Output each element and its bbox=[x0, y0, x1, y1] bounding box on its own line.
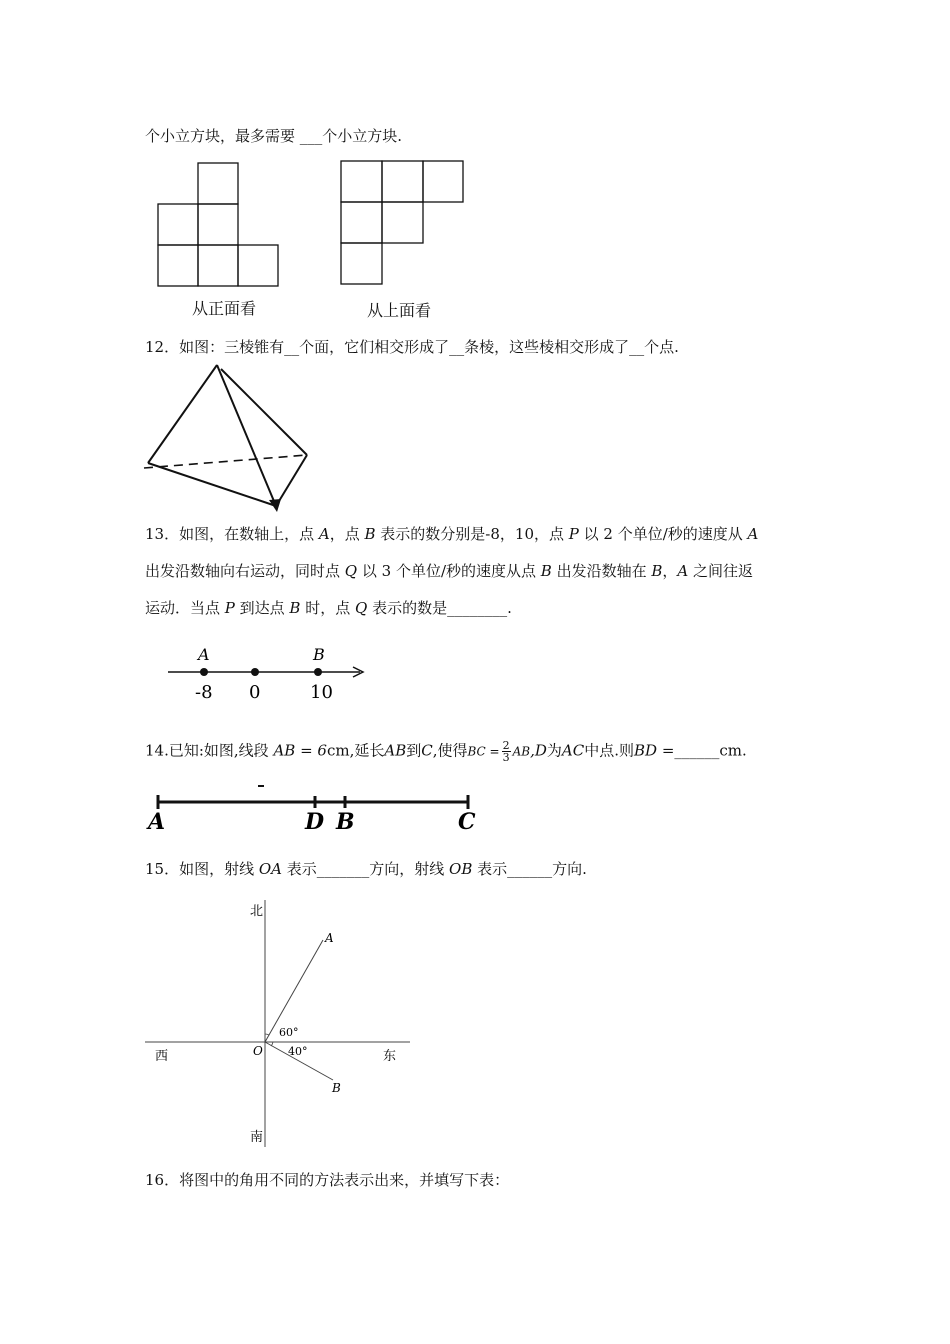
q14-text: 14.已知:如图,线段 AB = 6cm,延长AB到C,使得BC = $\frac{2}{3}$ AB,D为AC中点.则BD =______cm. bbox=[145, 739, 747, 764]
tick-minus8: -8 bbox=[195, 682, 213, 703]
q13-line-1: 13．如图，在数轴上，点 A，点 B 表示的数分别是-8，10，点 P 以 2 个单位/秒的速度从 A bbox=[145, 525, 759, 543]
angle-40-label: 40° bbox=[288, 1045, 308, 1058]
point-a-dot bbox=[200, 668, 208, 676]
tick-10: 10 bbox=[310, 682, 333, 703]
axis-label-b: B bbox=[313, 645, 325, 664]
compass-figure bbox=[140, 895, 420, 1155]
q16-text: 16．将图中的角用不同的方法表示出来，并填写下表： bbox=[145, 1171, 510, 1189]
tick-0: 0 bbox=[249, 682, 261, 703]
origin-label: O bbox=[253, 1044, 263, 1058]
segment-figure bbox=[140, 778, 500, 838]
front-view-label: 从正面看 bbox=[192, 299, 257, 318]
top-view-label: 从上面看 bbox=[367, 301, 432, 320]
fraction-two-thirds: $\frac{2}{3}$ bbox=[502, 739, 510, 764]
seg-label-b: B bbox=[336, 809, 355, 835]
seg-label-c: C bbox=[458, 809, 476, 835]
axis-label-a: A bbox=[198, 645, 210, 664]
number-line-figure bbox=[160, 640, 380, 710]
q11-text: 个小立方块，最多需要 ___个小立方块. bbox=[145, 127, 403, 145]
angle-60-label: 60° bbox=[279, 1026, 299, 1039]
point-zero-dot bbox=[251, 668, 259, 676]
q12-text: 12．如图：三棱锥有__个面，它们相交形成了__条棱，这些棱相交形成了__个点. bbox=[145, 338, 679, 356]
top-view-grid bbox=[336, 158, 471, 290]
front-view-grid bbox=[150, 160, 290, 295]
q13-line-2: 出发沿数轴向右运动，同时点 Q 以 3 个单位/秒的速度从点 B 出发沿数轴在 B，A 之间往返 bbox=[145, 562, 754, 580]
north-label: 北 bbox=[250, 904, 264, 919]
ray-b-label: B bbox=[332, 1081, 341, 1095]
seg-label-a: A bbox=[148, 809, 166, 835]
seg-label-d: D bbox=[305, 809, 325, 835]
ray-a-label: A bbox=[325, 931, 334, 945]
west-label: 西 bbox=[155, 1049, 169, 1064]
tetrahedron-figure bbox=[140, 360, 320, 520]
point-b-dot bbox=[314, 668, 322, 676]
q13-line-3: 运动．当点 P 到达点 B 时，点 Q 表示的数是________. bbox=[145, 599, 512, 617]
south-label: 南 bbox=[250, 1130, 264, 1145]
east-label: 东 bbox=[383, 1049, 397, 1064]
q15-text: 15．如图，射线 OA 表示_______方向，射线 OB 表示______方向. bbox=[145, 860, 587, 878]
